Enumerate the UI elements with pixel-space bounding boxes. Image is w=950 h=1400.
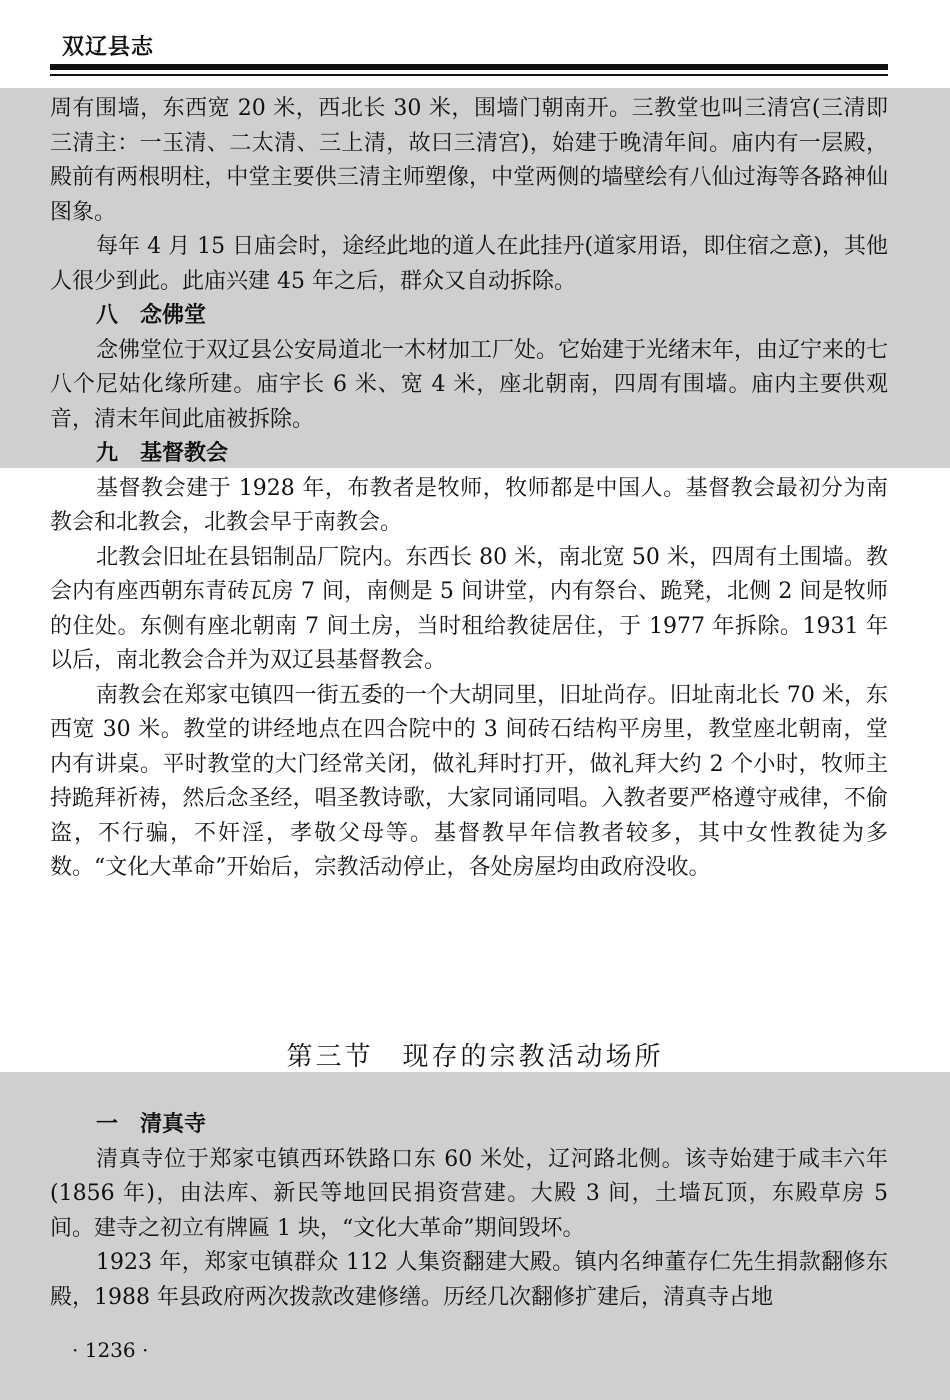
paragraph: 南教会在郑家屯镇四一街五委的一个大胡同里，旧址尚存。旧址南北长 70 米，东西宽 30 米。教堂的讲经地点在四合院中的 3 间砖石结构平房里，教堂座北朝南，堂内有讲桌。平时教堂的大门经常关闭，做礼拜时打开，做礼拜大约 2 个小时，牧师主持跪拜祈祷，然后念圣经，唱圣教诗歌，大家同诵同唱。入教者要严格遵守戒律，不偷盗，不行骗，不奸淫，孝敬父母等。基督教早年信教者较多，其中女性教徒为多数。“文化大革命”开始后，宗教活动停止，各处房屋均由政府没收。 <box>50 682 888 880</box>
body-text-bottom <box>50 1108 888 1315</box>
paragraph: 1923 年，郑家屯镇群众 112 人集资翻建大殿。镇内名绅董存仁先生捐款翻修东殿，1988 年县政府两次拨款改建修缮。历经几次翻修扩建后，清真寺占地 <box>50 1250 888 1310</box>
section-title: 第三节 现存的宗教活动场所 <box>286 1042 664 1072</box>
subsection-heading: 八 念佛堂 <box>96 303 207 328</box>
subsection-heading: 九 基督教会 <box>96 441 229 466</box>
paragraph: 清真寺位于郑家屯镇西环铁路口东 60 米处，辽河路北侧。该寺始建于咸丰六年(1856 年)，由法库、新民等地回民捐资营建。大殿 3 间，土墙瓦顶，东殿草房 5 间。建寺之初立有牌匾 1 块，“文化大革命”期间毁坏。 <box>50 1146 888 1241</box>
page-number: · 1236 · <box>72 1338 149 1362</box>
paragraph: 北教会旧址在县铝制品厂院内。东西长 80 米，南北宽 50 米，四周有土围墙。教会内有座西朝东青砖瓦房 7 间，南侧是 5 间讲堂，内有祭台、跪凳，北侧 2 间是牧师的住处。东侧有座北朝南 7 间土房，当时租给教徒居住，于 1977 年拆除。1931 年以后，南北教会合并为双辽县基督教会。 <box>50 544 888 673</box>
paragraph: 基督教会建于 1928 年，布教者是牧师，牧师都是中国人。基督教会最初分为南教会和北教会，北教会早于南教会。 <box>50 475 888 535</box>
header-rule-thin <box>50 74 888 76</box>
running-header-title: 双辽县志 <box>62 35 155 60</box>
body-text-top <box>50 92 888 886</box>
paragraph: 每年 4 月 15 日庙会时，途经此地的道人在此挂丹(道家用语，即住宿之意)，其他人很少到此。此庙兴建 45 年之后，群众又自动拆除。 <box>50 234 888 294</box>
paragraph: 周有围墙，东西宽 20 米，西北长 30 米，围墙门朝南开。三教堂也叫三清宫(三清即三清主：一玉清、二太清、三上清，故曰三清宫)，始建于晚清年间。庙内有一层殿，殿前有两根明柱，中堂主要供三清主师塑像，中堂两侧的墙壁绘有八仙过海等各路神仙图象。 <box>50 96 888 225</box>
header-rule-thick <box>50 64 888 70</box>
paragraph: 念佛堂位于双辽县公安局道北一木材加工厂处。它始建于光绪末年，由辽宁来的七八个尼姑化缘所建。庙宇长 6 米、宽 4 米，座北朝南，四周有围墙。庙内主要供观音，清末年间此庙被拆除。 <box>50 337 889 432</box>
subsection-heading: 一 清真寺 <box>96 1112 207 1137</box>
